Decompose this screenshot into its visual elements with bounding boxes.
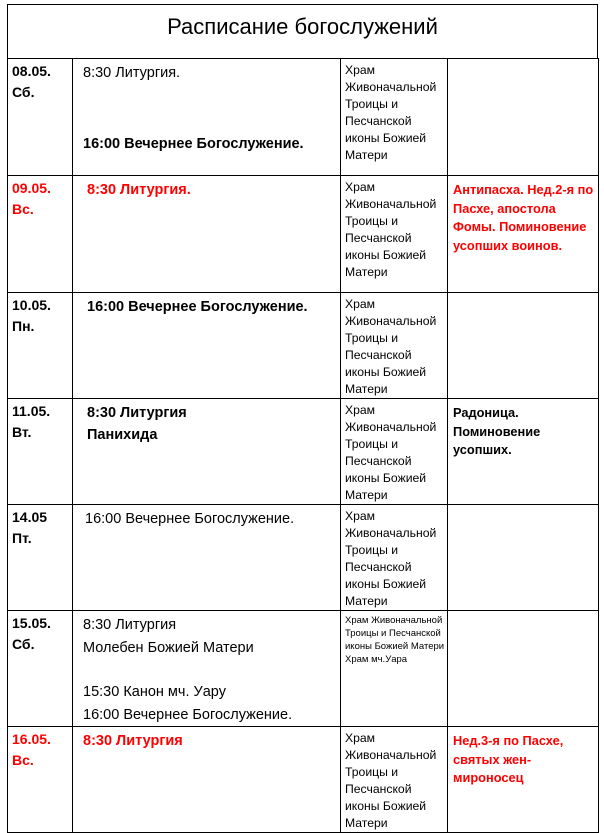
- services-cell: [73, 727, 341, 833]
- note-cell: [448, 727, 599, 833]
- date-cell: [8, 176, 73, 293]
- note-cell: [448, 505, 599, 611]
- service-line: 8:30 Литургия: [83, 617, 177, 633]
- services-cell: [73, 505, 341, 611]
- service-line: 8:30 Литургия.: [83, 65, 181, 81]
- table-row: [8, 611, 599, 727]
- service-line: Молебен Божией Матери: [83, 639, 254, 656]
- place-cell: [341, 176, 448, 293]
- weekday-text: Пт.: [12, 530, 32, 546]
- weekday-text: Сб.: [12, 84, 35, 100]
- note-text: Радоница. Поминовение усопших.: [453, 405, 541, 457]
- place-cell: [341, 399, 448, 505]
- service-line: 16:00 Вечернее Богослужение.: [83, 706, 293, 723]
- table-row: [8, 293, 599, 399]
- place-cell: [341, 293, 448, 399]
- date-text: 14.05: [12, 509, 48, 525]
- service-line: 8:30 Литургия: [83, 733, 183, 749]
- place-text: Храм Живоначальной Троицы и Песчанской иконы Божией Матери: [345, 731, 437, 830]
- note-cell: [448, 59, 599, 176]
- note-cell: [448, 399, 599, 505]
- service-line: 8:30 Литургия.: [87, 182, 191, 198]
- table-row: [8, 505, 599, 611]
- services-cell: [73, 59, 341, 176]
- place-cell: [341, 505, 448, 611]
- date-text: 16.05.: [12, 731, 51, 747]
- date-cell: [8, 399, 73, 505]
- table-row: [8, 727, 599, 833]
- services-cell: [73, 293, 341, 399]
- table-row: [8, 399, 599, 505]
- date-cell: [8, 505, 73, 611]
- date-cell: [8, 727, 73, 833]
- place-cell: [341, 727, 448, 833]
- place-text: Храм Живоначальной Троицы и Песчанской иконы Божией Матери: [345, 403, 437, 502]
- place-text: Храм Живоначальной Троицы и Песчанской иконы Божией Матери Храм мч.Уара: [345, 615, 445, 665]
- weekday-text: Сб.: [12, 636, 35, 652]
- note-text: Антипасха. Нед.2-я по Пасхе, апостола Фомы. Поминовение усопших воинов.: [453, 182, 594, 253]
- service-line: 16:00 Вечернее Богослужение.: [87, 299, 308, 315]
- service-line: 16:00 Вечернее Богослужение.: [83, 136, 304, 152]
- date-text: 08.05.: [12, 63, 51, 79]
- place-text: Храм Живоначальной Троицы и Песчанской иконы Божией Матери: [345, 297, 437, 396]
- services-cell: [73, 399, 341, 505]
- weekday-text: Пн.: [12, 318, 35, 334]
- place-text: Храм Живоначальной Троицы и Песчанской иконы Божией Матери: [345, 509, 437, 608]
- date-text: 15.05.: [12, 615, 51, 631]
- service-line: 8:30 Литургия: [87, 405, 187, 421]
- note-text: Нед.3-я по Пасхе, святых жен-мироносец: [453, 733, 564, 785]
- date-text: 09.05.: [12, 180, 51, 196]
- date-cell: [8, 293, 73, 399]
- services-cell: [73, 176, 341, 293]
- table-row: [8, 59, 599, 176]
- date-text: 10.05.: [12, 297, 51, 313]
- service-line: 15:30 Канон мч. Уару: [83, 684, 226, 700]
- place-cell: [341, 611, 448, 727]
- place-cell: [341, 59, 448, 176]
- note-cell: [448, 611, 599, 727]
- note-cell: [448, 176, 599, 293]
- table-row: [8, 176, 599, 293]
- date-cell: [8, 59, 73, 176]
- note-text: [448, 293, 598, 298]
- note-cell: [448, 293, 599, 399]
- service-line: Панихида: [87, 427, 158, 443]
- weekday-text: Вс.: [12, 752, 34, 768]
- place-text: Храм Живоначальной Троицы и Песчанской иконы Божией Матери: [345, 63, 437, 162]
- place-text: Храм Живоначальной Троицы и Песчанской иконы Божией Матери: [345, 180, 437, 279]
- weekday-text: Вт.: [12, 424, 32, 440]
- schedule-table: [7, 58, 599, 833]
- note-text: [448, 505, 598, 510]
- page-title: Расписание богослужений: [7, 4, 598, 58]
- service-line: 16:00 Вечернее Богослужение.: [85, 511, 295, 527]
- schedule-sheet: [7, 4, 598, 833]
- note-text: [448, 611, 598, 616]
- date-cell: [8, 611, 73, 727]
- note-text: [448, 59, 598, 64]
- weekday-text: Вс.: [12, 201, 34, 217]
- date-text: 11.05.: [12, 403, 51, 419]
- services-cell: [73, 611, 341, 727]
